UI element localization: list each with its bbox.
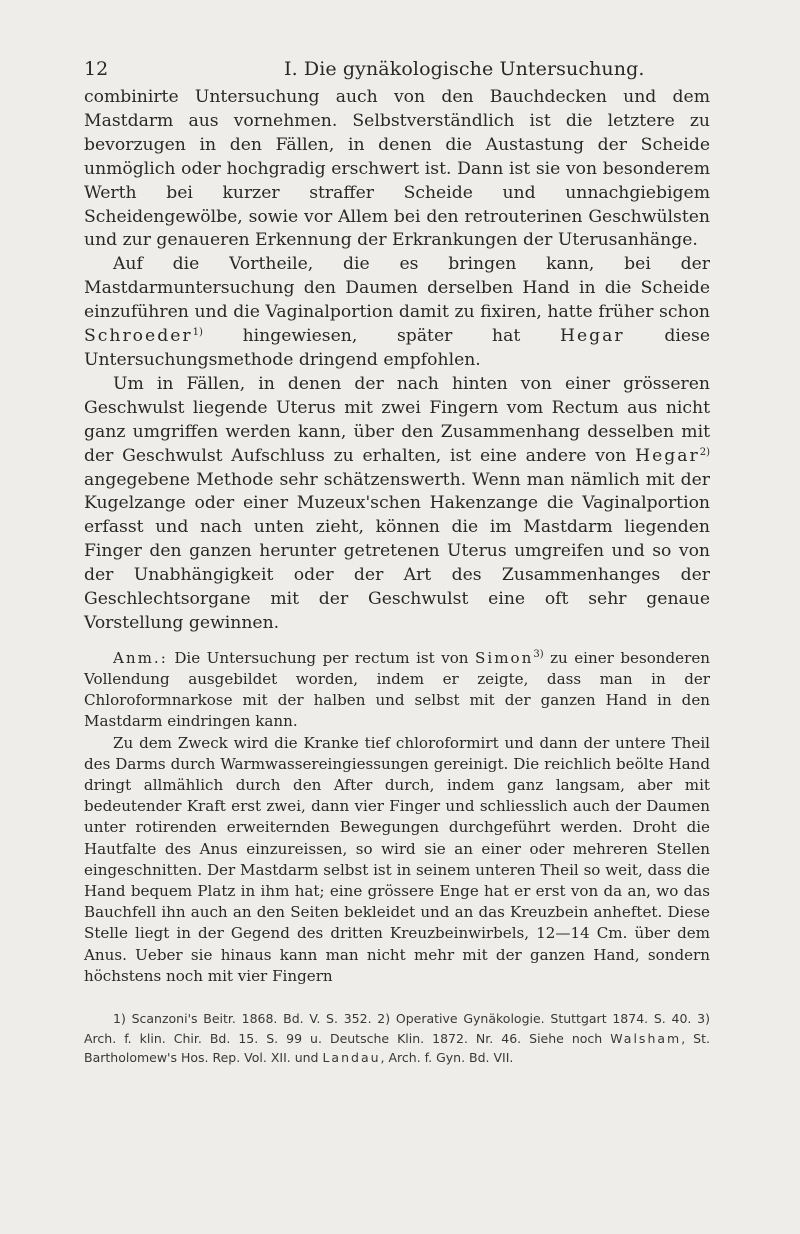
footnote-text-a: 1) Scanzoni's Beitr. 1868. Bd. V. S. 352. 2) Operative Gynäkologie. Stuttgart 1874. S. 40. 3) Arch. f. klin. Chir. Bd. 15. S. 99 u. Deutsche Klin. 1872. Nr. 46. Siehe noch [84,1011,710,1046]
paragraph-3-text-b: angegebene Methode sehr schätzenswerth. Wenn man nämlich mit der Kugelzange oder einer Muzeux'schen Hakenzange die Vaginalportion erfasst und nach unten zieht, können die im Mastdarm liegenden Finger den ganzen herunter getretenen Uterus umgreifen und so von der Unabhängigkeit oder der Art des Zusammenhanges der Geschlechtsorgane mit der Geschwulst eine oft sehr genaue Vorstellung gewinnen. [84,469,710,633]
body-text [84,86,710,636]
paragraph-1-text: combinirte Untersuchung auch von den Bauchdecken und dem Mastdarm aus vornehmen. Selbstverständlich ist die letztere zu bevorzugen in den Fällen, in denen die Austastung der Scheide unmöglich oder hochgradig erschwert ist. Dann ist sie von besonderem Werth bei kurzer straffer Scheide und unnachgiebigem Scheidengewölbe, sowie vor Allem bei den retrouterinen Geschwülsten und zur genaueren Erkennung der Erkrankungen der Uterusanhänge. [84,87,710,251]
page-header [84,58,710,86]
book-page [84,58,710,1067]
annotation-block [84,648,710,987]
paragraph-3 [84,373,710,636]
paragraph-2-text-a: Auf die Vortheile, die es bringen kann, bei der Mastdarmuntersuchung den Daumen derselben Hand in die Scheide einzuführen und die Vaginalportion damit zu fixiren, hatte früher schon [84,254,710,323]
paragraph-2-text-b: hingewiesen, später hat [202,326,560,347]
footnote-ref-2: 2) [699,446,710,458]
author-name-landau: Landau [322,1049,381,1065]
page-number: 12 [84,58,109,80]
annotation-paragraph-2-text: Zu dem Zweck wird die Kranke tief chloroformirt und dann der untere Theil des Darms durch Warmwassereingiessungen gereinigt. Die reichlich beölte Hand dringt allmählich durch den After durch, indem ganz langsam, aber mit bedeutender Kraft erst zwei, dann vier Finger und schliesslich auch der Daumen unter rotirenden erweiternden Bewegungen durchgeführt werden. Droht die Hautfalte des Anus einzureissen, so wird sie an einer oder mehreren Stellen eingeschnitten. Der Mastdarm selbst ist in seinem unteren Theil so weit, dass die Hand bequem Platz in ihm hat; eine grössere Enge hat er erst von da an, wo das Bauchfell ihn auch an den Seiten bekleidet und an das Kreuzbein anheftet. Diese Stelle liegt in der Gegend des dritten Kreuzbeinwirbels, 12—14 Cm. über dem Anus. Ueber sie hinaus kann man nicht mehr mit der ganzen Hand, sondern höchstens noch mit vier Fingern [84,733,710,985]
author-name-hegar-2: Hegar [635,445,700,466]
paragraph-3-text-a: Um in Fällen, in denen der nach hinten von einer grösseren Geschwulst liegende Uterus mit zwei Fingern vom Rectum aus nicht ganz umgriffen werden kann, über den Zusammenhang desselben mit der Geschwulst Aufschluss zu erhalten, ist eine andere von [84,373,710,466]
paragraph-1 [84,86,710,253]
footnote-ref-1: 1) [192,327,203,339]
footnote-ref-3: 3) [533,648,544,660]
footnotes [84,1009,710,1067]
annotation-text-b: zu einer besonderen Vollendung ausgebildet worden, indem er zeigte, dass man in der Chloroformnarkose mit der halben und selbst mit der ganzen Hand in den Mastdarm eindringen kann. [84,648,710,731]
footnote-text-b: , St. Bartholomew's Hos. Rep. Vol. XII. und [84,1030,710,1065]
author-name-simon: Simon [475,648,534,667]
annotation-paragraph-2 [84,733,710,987]
footnote-text [84,1009,710,1067]
paragraph-2-text-c: diese Untersuchungsmethode dringend empfohlen. [84,326,710,370]
annotation-paragraph-1 [84,648,710,733]
annotation-text-a: Die Untersuchung per rectum ist von [167,648,476,667]
running-head: I. Die gynäkologische Untersuchung. [284,58,645,80]
footnote-text-c: , Arch. f. Gyn. Bd. VII. [380,1049,514,1065]
paragraph-2 [84,253,710,373]
author-name-walsham: Walsham [610,1030,682,1046]
annotation-label: Anm.: [113,648,168,667]
author-name-hegar: Hegar [559,326,625,347]
author-name-schroeder: Schroeder [84,326,193,347]
